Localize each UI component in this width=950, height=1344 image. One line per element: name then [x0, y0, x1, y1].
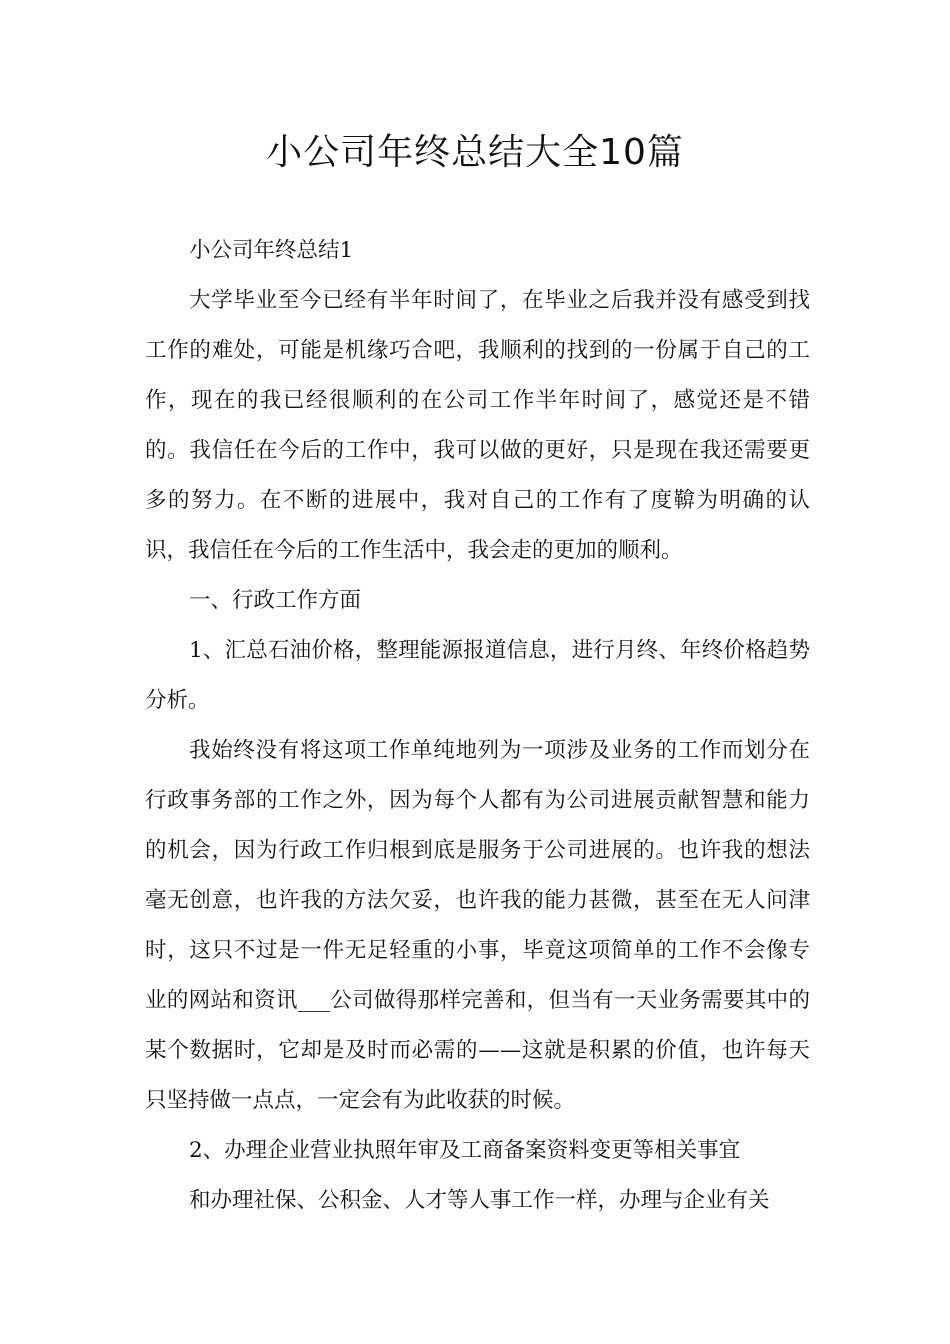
- list-item: 1、汇总石油价格，整理能源报道信息，进行月终、年终价格趋势分析。: [145, 638, 810, 713]
- document-body: [145, 226, 810, 1226]
- body-paragraph: 和办理社保、公积金、人才等人事工作一样，办理与企业有关: [189, 1188, 770, 1213]
- section-heading: 小公司年终总结1: [189, 238, 354, 263]
- body-paragraph: 我始终没有将这项工作单纯地列为一项涉及业务的工作而划分在行政事务部的工作之外，因为每个人都有为公司进展贡献智慧和能力的机会，因为行政工作归根到底是服务于公司进展的。也许我的想法毫无创意，也许我的方法欠妥，也许我的能力甚微，甚至在无人问津时，这只不过是一件无足轻重的小事，毕竟这项简单的工作不会像专业的网站和资讯___公司做得那样完善和，但当有一天业务需要其中的某个数据时，它却是及时而必需的——这就是积累的价值，也许每天只坚持做一点点，一定会有为此收获的时候。: [145, 738, 810, 1113]
- subsection-heading: 一、行政工作方面: [189, 588, 362, 613]
- document-title: 小公司年终总结大全10篇: [266, 132, 684, 173]
- list-item: 2、办理企业营业执照年审及工商备案资料变更等相关事宜: [189, 1138, 741, 1163]
- body-paragraph: 大学毕业至今已经有半年时间了，在毕业之后我并没有感受到找工作的难处，可能是机缘巧合吧，我顺利的找到的一份属于自己的工作，现在的我已经很顺利的在公司工作半年时间了，感觉还是不错的。我信任在今后的工作中，我可以做的更好，只是现在我还需要更多的努力。在不断的进展中，我对自己的工作有了度鞥为明确的认识，我信任在今后的工作生活中，我会走的更加的顺利。: [145, 288, 810, 563]
